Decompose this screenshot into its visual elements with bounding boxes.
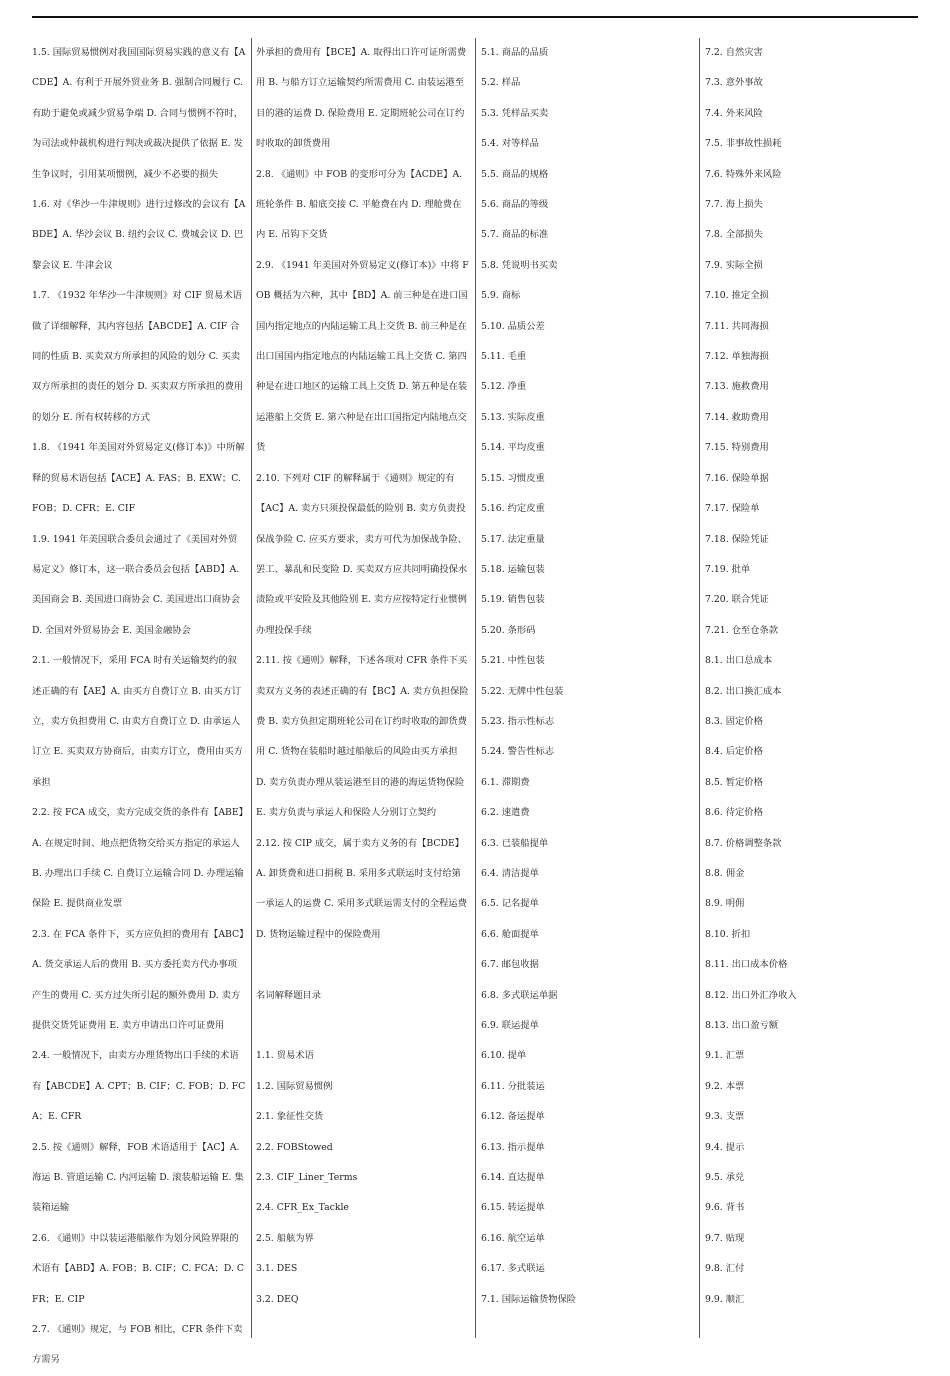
entry-text: 3.1. DES: [256, 1263, 298, 1275]
entry-text: 7.16. 保险单据: [705, 472, 769, 484]
entry-text: 8.1. 出口总成本: [705, 655, 773, 667]
entry-text: 5.5. 商品的规格: [481, 168, 549, 180]
entry-text: 1.1. 贸易术语: [256, 1050, 314, 1062]
column-2: [256, 38, 470, 1315]
entry-text: 6.14. 直达提单: [481, 1172, 545, 1184]
entry-text: 9.2. 本票: [705, 1080, 745, 1092]
entry-text: 7.10. 推定全损: [705, 290, 769, 302]
entry-text: 2.2. 按 FCA 成交，卖方完成交货的条件有【ABE】A. 在规定时间、地点把货物交给买方指定的承运人 B. 办理出口手续 C. 自费订立运输合同 D. 办理运输保险 E. 提供商业发票: [32, 807, 244, 910]
entry-text: 6.11. 分批装运: [481, 1080, 545, 1092]
entry-text: 9.7. 贴现: [705, 1232, 745, 1244]
entry-text: 7.13. 施救费用: [705, 381, 769, 393]
entry-text: 7.21. 仓至仓条款: [705, 624, 779, 636]
entry-text: 5.7. 商品的标准: [481, 229, 549, 241]
entry-text: 8.5. 暂定价格: [705, 776, 763, 788]
blank-line: [256, 950, 470, 980]
entry-text: 8.13. 出口盈亏额: [705, 1020, 779, 1031]
entry-text: 3.2. DEQ: [256, 1293, 299, 1305]
entry-text: 6.8. 多式联运单据: [481, 989, 558, 1001]
entry-text: 5.4. 对等样品: [481, 138, 539, 150]
entry-text: 6.7. 邮包收据: [481, 959, 539, 971]
entry-text: 6.10. 提单: [481, 1050, 527, 1062]
entry-text: 5.2. 样品: [481, 77, 521, 89]
entry-text: 6.2. 速遣费: [481, 807, 530, 819]
entry-text: 5.16. 约定皮重: [481, 503, 545, 515]
entry-text: 2.8. 《通则》中 FOB 的变形可分为【ACDE】A. 班轮条件 B. 船底交接 C. 平舱费在内 D. 理舱费在内 E. 吊钩下交货: [256, 168, 466, 241]
entry-text: 9.5. 承兑: [705, 1172, 745, 1184]
entry-text: 9.3. 支票: [705, 1111, 745, 1123]
entry-text: 2.3. CIF_Liner_Terms: [256, 1172, 358, 1183]
entry-text: 5.11. 毛重: [481, 351, 527, 363]
entry-text: 2.12. 按 CIP 成交，属于卖方义务的有【BCDE】A. 卸货费和进口捐税 B. 采用多式联运时支付给第一承运人的运费 C. 采用多式联运需支付的全程运费 D. 货物运输过程中的保险费用: [256, 837, 470, 940]
entry-text: 2.5. 船舷为界: [256, 1232, 314, 1244]
entry-text: 外承担的费用有【BCE】A. 取得出口许可证所需费用 B. 与船方订立运输契约所需费用 C. 由装运港至目的港的运费 D. 保险费用 E. 定期班轮公司在订约时收取的卸货费用: [256, 47, 467, 150]
entry-text: 9.1. 汇票: [705, 1050, 745, 1062]
entry-text: 8.10. 折扣: [705, 928, 751, 940]
entry-text: 1.8. 《1941 年美国对外贸易定义(修订本)》中所解释的贸易术语包括【ACE】A. FAS；B. EXW；C. FOB；D. CFR；E. CIF: [32, 442, 245, 515]
entry-text: 6.9. 联运提单: [481, 1020, 539, 1031]
entry-text: 1.7. 《1932 年华沙一牛津规则》对 CIF 贸易术语做了详细解释，其内容包括【ABCDE】A. CIF 合同的性质 B. 买卖双方所承担的风险的划分 C. 买卖双方所承担的责任的划分 D. 买卖双方所承担的费用的划分 E. 所有权转移的方式: [32, 290, 244, 423]
entry-text: 8.6. 待定价格: [705, 807, 763, 819]
entry-text: 2.1. 一般情况下，采用 FCA 时有关运输契约的叙述正确的有【AE】A. 由买方自费订立 B. 由买方订立，卖方负担费用 C. 由卖方自费订立 D. 由承运人订立 E. 买卖双方协商后，由卖方订立，费用由买方承担: [32, 655, 243, 788]
entry-text: 6.6. 舱面提单: [481, 928, 539, 940]
entry-text: 8.7. 价格调整条款: [705, 837, 782, 849]
entry-text: 6.13. 指示提单: [481, 1141, 545, 1153]
entry-text: 7.14. 救助费用: [705, 411, 769, 423]
entry-text: 5.6. 商品的等级: [481, 199, 549, 211]
entry-text: 2.3. 在 FCA 条件下，买方应负担的费用有【ABC】A. 货交承运人后的费用 B. 买方委托卖方代办事项产生的费用 C. 买方过失所引起的额外费用 D. 卖方提供交货凭证费用 E. 卖方申请出口许可证费用: [32, 928, 244, 1031]
entry-text: 9.6. 背书: [705, 1202, 745, 1214]
entry-text: 7.11. 共同海损: [705, 320, 769, 332]
entry-text: 2.9. 《1941 年美国对外贸易定义(修订本)》中将 FOB 概括为六种，其中【BD】A. 前三种是在进口国国内指定地点的内陆运输工具上交货 B. 前三种是在出口国国内指定地点的内陆运输工具上交货 C. 第四种是在进口地区的运输工具上交货 D. 第五种是在装运港船上交货 E. 第六种是在出口国指定内陆地点交货: [256, 259, 469, 454]
entry-text: 1.5. 国际贸易惯例对我国国际贸易实践的意义有【ACDE】A. 有利于开展外贸业务 B. 强制合同履行 C. 有助于避免或减少贸易争端 D. 合同与惯例不符时，为司法或仲裁机构进行判决或裁决提供了依据 E. 发生争议时，引用某项惯例，减少不必要的损失: [32, 47, 247, 180]
entry-text: 7.3. 意外事故: [705, 77, 763, 89]
column-1: [32, 38, 246, 1376]
entry-text: 8.9. 明佣: [705, 898, 745, 910]
entry-text: 5.21. 中性包装: [481, 655, 545, 667]
column-3: [481, 38, 693, 1315]
entry-text: 5.1. 商品的品质: [481, 47, 549, 58]
entry-text: 7.17. 保险单: [705, 503, 760, 515]
entry-text: 2.5. 按《通则》解释，FOB 术语适用于【AC】A. 海运 B. 管道运输 C. 内河运输 D. 滚装船运输 E. 集装箱运输: [32, 1141, 244, 1214]
entry-text: 9.4. 提示: [705, 1141, 745, 1153]
entry-text: 2.7. 《通则》规定，与 FOB 相比，CFR 条件下卖方需另: [32, 1324, 243, 1366]
entry-text: 2.2. FOBStowed: [256, 1141, 333, 1153]
entry-text: 6.12. 备运提单: [481, 1111, 545, 1123]
entry-text: 7.1. 国际运输货物保险: [481, 1293, 577, 1305]
column-divider: [699, 38, 700, 1338]
entry-text: 8.2. 出口换汇成本: [705, 685, 782, 697]
entry-text: 2.6. 《通则》中以装运港船舷作为划分风险界限的术语有【ABD】A. FOB；B. CIF；C. FCA；D. CFR；E. CIP: [32, 1232, 244, 1305]
entry-text: 2.4. CFR_Ex_Tackle: [256, 1202, 349, 1214]
entry-text: 8.11. 出口成本价格: [705, 959, 788, 971]
entry-text: 5.18. 运输包装: [481, 563, 545, 575]
entry-text: 6.15. 转运提单: [481, 1202, 545, 1214]
entry-text: 8.4. 后定价格: [705, 746, 763, 758]
entry-text: 7.4. 外来风险: [705, 107, 763, 119]
entry-text: 5.14. 平均皮重: [481, 442, 545, 454]
entry-text: 7.12. 单独海损: [705, 351, 769, 363]
entry-text: 5.10. 品质公差: [481, 320, 545, 332]
entry-text: 9.8. 汇付: [705, 1263, 745, 1275]
entry-text: 7.9. 实际全损: [705, 259, 763, 271]
entry-text: 6.5. 记名提单: [481, 898, 539, 910]
entry-text: 6.17. 多式联运: [481, 1263, 545, 1275]
entry-text: 9.9. 顺汇: [705, 1293, 745, 1305]
entry-text: 7.8. 全部损失: [705, 229, 763, 241]
entry-text: 2.10. 下列对 CIF 的解释属于《通则》规定的有【AC】A. 卖方只须投保最低的险别 B. 卖方负责投保战争险 C. 应买方要求，卖方可代为加保战争险、罢工、暴乱和民变险 D. 买卖双方应共同明确投保水渍险或平安险及其他险别 E. 卖方应按特定行业惯例办理投保手续: [256, 472, 468, 636]
entry-text: 5.8. 凭说明书买卖: [481, 259, 558, 271]
entry-text: 6.3. 已装船提单: [481, 837, 549, 849]
entry-text: 7.7. 海上损失: [705, 199, 763, 211]
entry-text: 8.3. 固定价格: [705, 715, 763, 727]
entry-text: 5.24. 警告性标志: [481, 746, 555, 758]
column-divider: [475, 38, 476, 1338]
entry-text: 2.11. 按《通则》解释，下述各项对 CFR 条件下买卖双方义务的表述正确的有【BC】A. 卖方负担保险费 B. 卖方负担定期班轮公司在订约时收取的卸货费用 C. 货物在装船时越过船舷后的风险由买方承担 D. 卖方负责办理从装运港至目的港的海运货物保险 E. 卖方负责与承运人和保险人分别订立契约: [256, 655, 469, 819]
entry-text: 5.13. 实际皮重: [481, 411, 545, 423]
entry-text: 5.22. 无牌中性包装: [481, 685, 564, 697]
entry-text: 7.6. 特殊外来风险: [705, 168, 782, 180]
entry-text: 7.5. 非事故性损耗: [705, 138, 782, 150]
entry-text: 5.23. 指示性标志: [481, 715, 555, 727]
entry-text: 7.19. 批单: [705, 563, 751, 575]
entry-text: 6.1. 滞期费: [481, 776, 530, 788]
entry-text: 2.1. 象征性交货: [256, 1111, 324, 1123]
entry-text: 1.6. 对《华沙一牛津规则》进行过修改的会议有【ABDE】A. 华沙会议 B. 纽约会议 C. 费城会议 D. 巴黎会议 E. 牛津会议: [32, 199, 246, 271]
entry-text: 5.15. 习惯皮重: [481, 472, 545, 484]
blank-line: [256, 1011, 470, 1041]
entry-text: 7.2. 自然灾害: [705, 47, 763, 58]
top-rule: [32, 16, 918, 18]
entry-text: 5.17. 法定重量: [481, 533, 545, 545]
entry-text: 1.9. 1941 年美国联合委员会通过了《美国对外贸易定义》修订本，这一联合委员会包括【ABD】A. 美国商会 B. 美国进口商协会 C. 美国进出口商协会 D. 全国对外贸易协会 E. 美国金融协会: [32, 533, 243, 636]
entry-text: 6.16. 航空运单: [481, 1232, 545, 1244]
entry-text: 1.2. 国际贸易惯例: [256, 1080, 333, 1092]
entry-text: 5.20. 条形码: [481, 624, 536, 636]
column-divider: [251, 38, 252, 1338]
entry-text: 2.4. 一般情况下，由卖方办理货物出口手续的术语有【ABCDE】A. CPT；B. CIF；C. FOB；D. FCA；E. CFR: [32, 1050, 246, 1123]
entry-text: 7.20. 联合凭证: [705, 594, 769, 606]
entry-text: 5.19. 销售包装: [481, 594, 545, 606]
entry-text: 6.4. 清洁提单: [481, 867, 539, 879]
entry-text: 7.15. 特别费用: [705, 442, 769, 454]
entry-text: 8.8. 佣金: [705, 867, 745, 879]
entry-text: 名词解释题目录: [256, 989, 322, 1001]
entry-text: 5.12. 净重: [481, 381, 527, 393]
entry-text: 8.12. 出口外汇净收入: [705, 989, 797, 1001]
entry-text: 5.3. 凭样品买卖: [481, 107, 549, 119]
entry-text: 7.18. 保险凭证: [705, 533, 769, 545]
column-4: [705, 38, 917, 1315]
entry-text: 5.9. 商标: [481, 290, 521, 302]
